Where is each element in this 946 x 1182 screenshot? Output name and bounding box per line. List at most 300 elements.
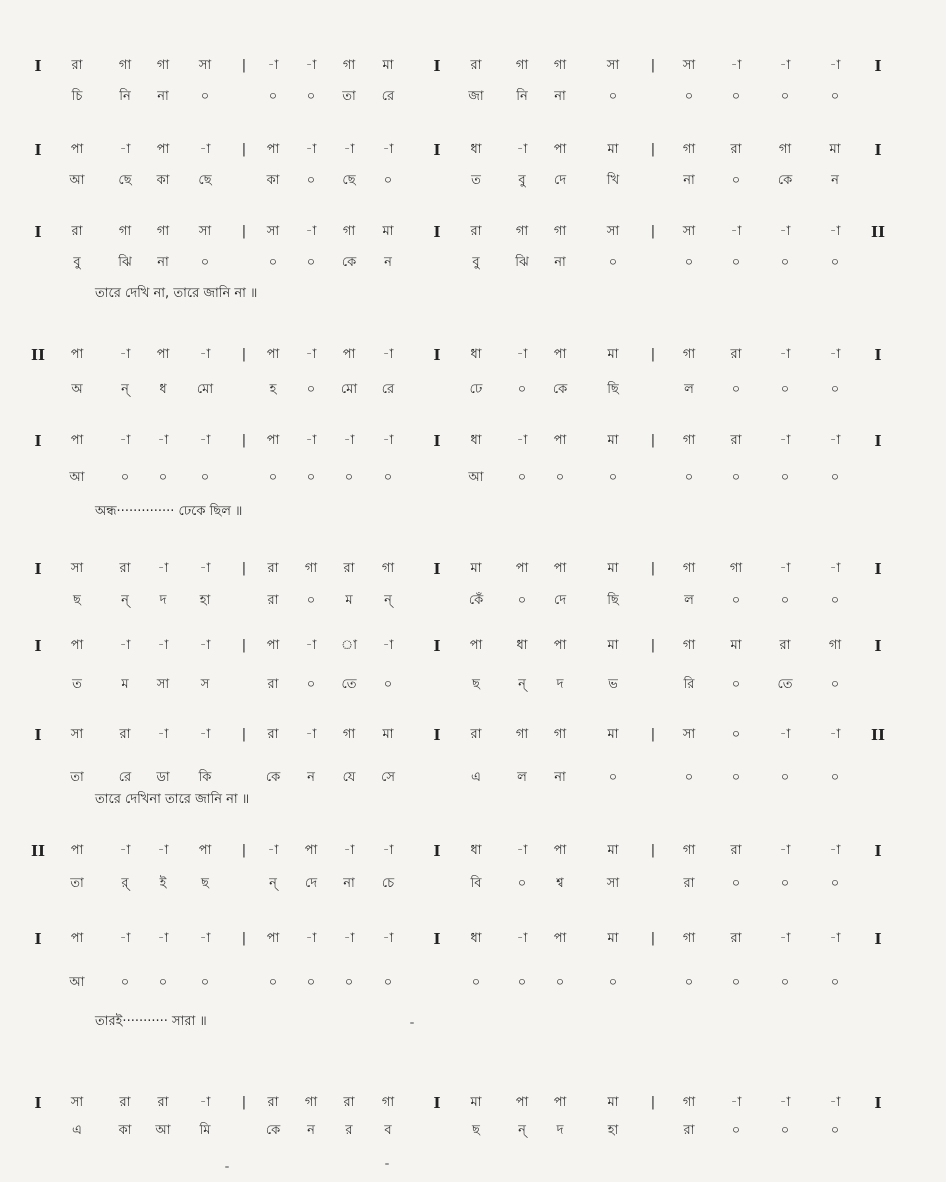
note: -া [829, 347, 841, 362]
note: -া [305, 347, 317, 362]
barline: II [30, 842, 46, 860]
lyric-syllable: ০ [200, 470, 210, 485]
note: া [341, 638, 357, 653]
barline: I [874, 930, 882, 948]
lyric-syllable: মো [196, 382, 214, 397]
note: সা [682, 58, 696, 73]
lyric-syllable: ০ [306, 255, 316, 270]
note: পা [156, 347, 170, 362]
lyric-syllable: ০ [517, 593, 527, 608]
barline: I [874, 141, 882, 159]
note: -া [779, 58, 791, 73]
lyric-syllable: রা [683, 876, 695, 891]
note: -া [779, 561, 791, 576]
barline: I [34, 637, 42, 655]
lyric-syllable: ০ [780, 975, 790, 990]
barline: | [241, 727, 247, 742]
note: -া [730, 58, 742, 73]
lyric-syllable: রা [267, 593, 279, 608]
barline: II [30, 346, 46, 364]
barline: | [650, 638, 656, 653]
lyric-syllable: মি [199, 1123, 211, 1138]
lyric-syllable: ০ [555, 975, 565, 990]
note: ধা [470, 931, 482, 946]
lyric-syllable: ন্ [121, 382, 129, 397]
notation-row [0, 723, 946, 747]
notation-row [0, 1091, 946, 1115]
lyric-syllable: ছে [198, 173, 212, 188]
note: -া [157, 727, 169, 742]
note: পা [156, 142, 170, 157]
note: মা [470, 1095, 482, 1110]
lyric-syllable: ধ [159, 382, 167, 397]
barline: I [34, 432, 42, 450]
lyric-syllable: ০ [200, 975, 210, 990]
lyric-syllable: ডা [156, 770, 170, 785]
lyric-row [0, 466, 946, 490]
lyric-syllable: স [200, 677, 210, 692]
lyric-syllable: ০ [306, 173, 316, 188]
note: -া [199, 561, 211, 576]
lyric-syllable: কা [118, 1123, 132, 1138]
note: ধা [516, 638, 528, 653]
lyric-row [0, 872, 946, 896]
note: -া [382, 843, 394, 858]
notation-row [0, 220, 946, 244]
lyric-syllable: সে [381, 770, 395, 785]
note: মা [607, 931, 619, 946]
note: ধা [470, 843, 482, 858]
lyric-syllable: ত [72, 677, 82, 692]
lyric-syllable: ০ [471, 975, 481, 990]
lyric-syllable: রে [381, 89, 395, 104]
note: পা [198, 843, 212, 858]
note: -া [382, 638, 394, 653]
lyric-syllable: ছ [472, 677, 480, 692]
lyric-syllable: ০ [780, 1123, 790, 1138]
note: রা [119, 561, 131, 576]
lyric-syllable: ০ [344, 975, 354, 990]
note: সা [606, 58, 620, 73]
lyric-syllable: ০ [158, 975, 168, 990]
note: সা [606, 224, 620, 239]
lyric-syllable: দ [556, 1123, 564, 1138]
lyric-syllable: কা [156, 173, 170, 188]
note: গা [515, 224, 529, 239]
barline: | [241, 347, 247, 362]
note: মা [382, 727, 394, 742]
lyric-syllable: ০ [608, 255, 618, 270]
note: -া [199, 1095, 211, 1110]
note: -া [305, 931, 317, 946]
barline: I [433, 346, 441, 364]
barline: II [870, 726, 886, 744]
note: মা [730, 638, 742, 653]
lyric-syllable: না [683, 173, 695, 188]
refrain-line: তারই··········· সারা ॥ [95, 1014, 207, 1029]
note: মা [829, 142, 841, 157]
lyric-syllable: কে [265, 1123, 281, 1138]
note: ধা [470, 433, 482, 448]
lyric-syllable: ০ [306, 470, 316, 485]
note: -া [157, 638, 169, 653]
lyric-syllable: হা [607, 1123, 619, 1138]
barline: I [433, 57, 441, 75]
note: গা [156, 224, 170, 239]
lyric-syllable: ০ [608, 975, 618, 990]
note: পা [266, 638, 280, 653]
note: -া [730, 1095, 742, 1110]
lyric-syllable: ন্ [121, 593, 129, 608]
note: -া [305, 727, 317, 742]
lyric-syllable: ন্ [269, 876, 277, 891]
barline: I [34, 560, 42, 578]
note: রা [470, 58, 482, 73]
note: পা [553, 843, 567, 858]
note: -া [382, 347, 394, 362]
lyric-syllable: ম [345, 593, 353, 608]
note: -া [199, 638, 211, 653]
note: গা [342, 58, 356, 73]
note: পা [70, 843, 84, 858]
lyric-syllable: ০ [780, 770, 790, 785]
note: পা [553, 347, 567, 362]
lyric-syllable: ০ [120, 470, 130, 485]
note: গা [553, 58, 567, 73]
lyric-syllable: ন্ [518, 1123, 526, 1138]
note: পা [553, 561, 567, 576]
lyric-row [0, 971, 946, 995]
barline: I [433, 432, 441, 450]
lyric-syllable: দে [553, 173, 567, 188]
barline: | [650, 142, 656, 157]
lyric-syllable: কি [198, 770, 212, 785]
barline: | [650, 727, 656, 742]
lyric-syllable: ০ [731, 382, 741, 397]
lyric-syllable: না [554, 89, 566, 104]
lyric-syllable: ০ [517, 876, 527, 891]
lyric-syllable: ন্ [384, 593, 392, 608]
note: পা [266, 347, 280, 362]
barline: | [241, 638, 247, 653]
lyric-syllable: ০ [200, 255, 210, 270]
note: সা [266, 224, 280, 239]
note: পা [553, 931, 567, 946]
note: গা [682, 1095, 696, 1110]
notation-row [0, 54, 946, 78]
note: গা [729, 561, 743, 576]
lyric-syllable: ছ [472, 1123, 480, 1138]
note: সা [70, 561, 84, 576]
barline: | [241, 58, 247, 73]
barline: I [34, 57, 42, 75]
note: -া [199, 931, 211, 946]
lyric-syllable: ন [307, 1123, 315, 1138]
lyric-syllable: ০ [383, 975, 393, 990]
lyric-syllable: এ [72, 1123, 82, 1138]
note: রা [730, 433, 742, 448]
lyric-syllable: দে [553, 593, 567, 608]
barline: | [650, 1095, 656, 1110]
note: গা [118, 58, 132, 73]
lyric-syllable: ০ [780, 470, 790, 485]
note: -া [829, 433, 841, 448]
note: পা [304, 843, 318, 858]
lyric-syllable: ০ [344, 470, 354, 485]
lyric-syllable: ০ [684, 470, 694, 485]
lyric-syllable: মো [340, 382, 358, 397]
lyric-syllable: কে [341, 255, 357, 270]
lyric-row [0, 85, 946, 109]
note: -া [343, 142, 355, 157]
note: গা [778, 142, 792, 157]
lyric-syllable: না [554, 255, 566, 270]
note: -া [829, 58, 841, 73]
barline: I [874, 57, 882, 75]
note: রা [119, 727, 131, 742]
note: -া [119, 931, 131, 946]
note: পা [553, 433, 567, 448]
lyric-syllable: ০ [268, 89, 278, 104]
note: -া [829, 224, 841, 239]
note: গা [118, 224, 132, 239]
lyric-syllable: ০ [306, 677, 316, 692]
note: -া [157, 931, 169, 946]
lyric-syllable: ০ [268, 470, 278, 485]
lyric-syllable: ল [684, 382, 694, 397]
lyric-row [0, 251, 946, 275]
note: -া [779, 347, 791, 362]
note: গা [342, 727, 356, 742]
lyric-syllable: ০ [830, 382, 840, 397]
note: মা [607, 561, 619, 576]
barline: I [874, 346, 882, 364]
lyric-syllable: আ [155, 1123, 171, 1138]
lyric-syllable: তা [70, 770, 84, 785]
note: মা [607, 142, 619, 157]
lyric-syllable: নি [516, 89, 528, 104]
note: -া [829, 843, 841, 858]
lyric-syllable: দ [556, 677, 564, 692]
lyric-syllable: রে [118, 770, 132, 785]
note: -া [199, 142, 211, 157]
lyric-syllable: হ [269, 382, 277, 397]
barline: | [241, 843, 247, 858]
note: -া [199, 347, 211, 362]
note: পা [70, 433, 84, 448]
note: গা [682, 931, 696, 946]
lyric-syllable: শ্ব [556, 876, 564, 891]
note: -া [382, 142, 394, 157]
lyric-syllable: ন্ [518, 677, 526, 692]
barline: I [433, 141, 441, 159]
lyric-syllable: আ [69, 173, 85, 188]
note: -া [305, 142, 317, 157]
note: গা [304, 1095, 318, 1110]
note: রা [470, 727, 482, 742]
lyric-syllable: তা [342, 89, 356, 104]
note: মা [470, 561, 482, 576]
note: পা [515, 561, 529, 576]
barline: | [241, 224, 247, 239]
note: রা [730, 931, 742, 946]
lyric-syllable: ০ [306, 89, 316, 104]
note: পা [70, 931, 84, 946]
lyric-syllable: ০ [120, 975, 130, 990]
lyric-syllable: বু [73, 255, 81, 270]
lyric-syllable: ০ [830, 593, 840, 608]
barline: | [650, 347, 656, 362]
lyric-syllable: চি [71, 89, 83, 104]
note: পা [266, 931, 280, 946]
lyric-syllable: ০ [731, 89, 741, 104]
note: -া [516, 347, 528, 362]
lyric-syllable: বি [470, 876, 482, 891]
notation-row [0, 343, 946, 367]
lyric-syllable: ০ [731, 1123, 741, 1138]
lyric-syllable: রা [683, 1123, 695, 1138]
lyric-syllable: ০ [731, 593, 741, 608]
lyric-syllable: কা [266, 173, 280, 188]
barline: I [433, 726, 441, 744]
lyric-syllable: ০ [200, 89, 210, 104]
barline: I [874, 842, 882, 860]
note: সা [70, 727, 84, 742]
lyric-syllable: ছ [73, 593, 81, 608]
note: ধা [470, 347, 482, 362]
lyric-syllable: ০ [555, 470, 565, 485]
note: -া [516, 843, 528, 858]
lyric-syllable: ল [517, 770, 527, 785]
barline: I [433, 637, 441, 655]
lyric-syllable: ঝি [515, 255, 529, 270]
note: -া [305, 224, 317, 239]
lyric-syllable: ০ [684, 255, 694, 270]
lyric-syllable: ০ [731, 876, 741, 891]
lyric-syllable: চে [381, 876, 395, 891]
note: -া [157, 561, 169, 576]
refrain-line: অন্ধ·············· ঢেকে ছিল ॥ [95, 504, 243, 519]
notation-row [0, 839, 946, 863]
lyric-syllable: ০ [731, 975, 741, 990]
note: গা [381, 561, 395, 576]
lyric-syllable: বু [472, 255, 480, 270]
lyric-syllable: যে [342, 770, 356, 785]
note: -া [516, 142, 528, 157]
note: সা [198, 58, 212, 73]
note: রা [730, 843, 742, 858]
lyric-syllable: না [157, 89, 169, 104]
note: -া [779, 224, 791, 239]
refrain-line: তারে দেখি না, তারে জানি না ॥ [95, 286, 258, 301]
note: গা [156, 58, 170, 73]
lyric-syllable: র্ [121, 876, 129, 891]
lyric-syllable: রা [267, 677, 279, 692]
note: -া [267, 843, 279, 858]
note: রা [267, 1095, 279, 1110]
barline: I [433, 560, 441, 578]
note: -া [343, 843, 355, 858]
lyric-syllable: ছি [607, 593, 619, 608]
lyric-row [0, 1119, 946, 1143]
lyric-syllable: না [554, 770, 566, 785]
note: পা [515, 1095, 529, 1110]
note: মা [607, 1095, 619, 1110]
barline: | [241, 931, 247, 946]
note: -া [779, 433, 791, 448]
note: -া [199, 727, 211, 742]
note: পা [469, 638, 483, 653]
lyric-syllable: এ [471, 770, 481, 785]
lyric-syllable: বু [518, 173, 526, 188]
lyric-syllable: ০ [830, 975, 840, 990]
lyric-syllable: হা [199, 593, 211, 608]
barline: | [650, 931, 656, 946]
note: রা [779, 638, 791, 653]
lyric-syllable: ছে [342, 173, 356, 188]
lyric-syllable: ০ [608, 470, 618, 485]
lyric-syllable: আ [69, 975, 85, 990]
lyric-syllable: ০ [780, 876, 790, 891]
lyric-syllable: ন [307, 770, 315, 785]
notation-row [0, 557, 946, 581]
barline: I [874, 637, 882, 655]
note: মা [607, 347, 619, 362]
note: ধা [470, 142, 482, 157]
lyric-syllable: ই [159, 876, 167, 891]
lyric-syllable: তে [341, 677, 357, 692]
lyric-syllable: ০ [731, 770, 741, 785]
note: পা [342, 347, 356, 362]
note: মা [607, 843, 619, 858]
lyric-syllable: ০ [268, 975, 278, 990]
note: রা [71, 224, 83, 239]
note: মা [607, 727, 619, 742]
lyric-row [0, 378, 946, 402]
lyric-syllable: র [345, 1123, 353, 1138]
note: গা [682, 142, 696, 157]
lyric-syllable: রে [381, 382, 395, 397]
lyric-syllable: ০ [517, 382, 527, 397]
lyric-row [0, 169, 946, 193]
barline: I [433, 1094, 441, 1112]
lyric-syllable: কে [552, 382, 568, 397]
note: গা [515, 727, 529, 742]
lyric-syllable: জা [468, 89, 484, 104]
barline: I [874, 432, 882, 450]
lyric-syllable: তে [777, 677, 793, 692]
notation-row [0, 634, 946, 658]
note: -া [157, 843, 169, 858]
barline: I [874, 560, 882, 578]
lyric-syllable: তা [70, 876, 84, 891]
lyric-syllable: দে [304, 876, 318, 891]
lyric-syllable: নি [119, 89, 131, 104]
lyric-syllable: ০ [780, 89, 790, 104]
lyric-syllable: ০ [684, 975, 694, 990]
note: মা [607, 433, 619, 448]
note: রা [730, 142, 742, 157]
barline: I [34, 223, 42, 241]
notation-row [0, 429, 946, 453]
note: -া [305, 638, 317, 653]
lyric-syllable: দ [159, 593, 167, 608]
note: রা [267, 727, 279, 742]
refrain-line: তারে দেখিনা তারে জানি না ॥ [95, 792, 250, 807]
note: গা [381, 1095, 395, 1110]
lyric-syllable: ছে [118, 173, 132, 188]
lyric-syllable: ০ [731, 173, 741, 188]
